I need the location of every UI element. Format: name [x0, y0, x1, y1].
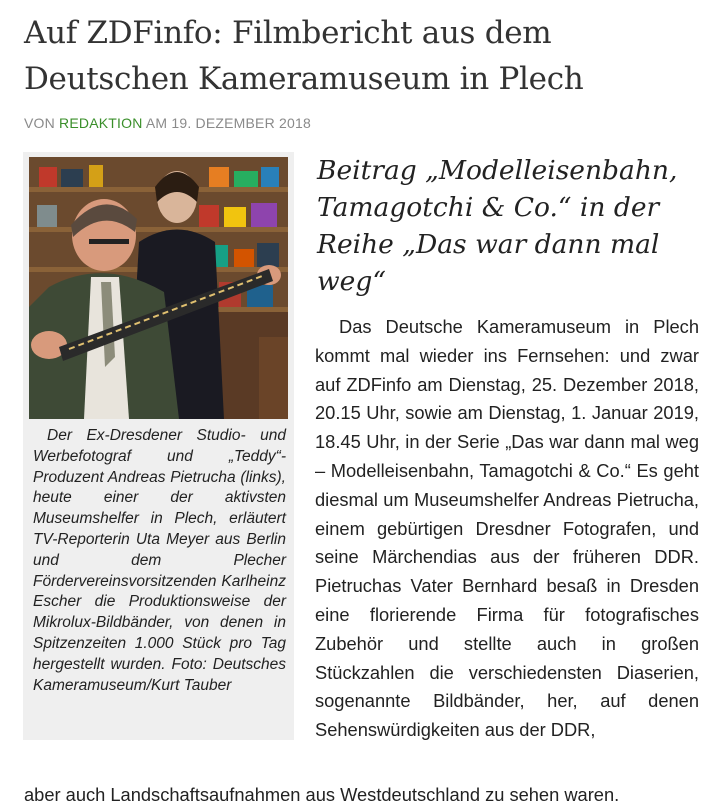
meta-date: 19. DEZEMBER 2018 [171, 115, 311, 131]
article-subheading: Beitrag „Modelleisenbahn, Tamagotchi & Co.“ in der Reihe „Das war dann mal weg“ [317, 155, 678, 297]
author-link[interactable]: REDAKTION [59, 115, 143, 131]
article-photo [29, 157, 288, 419]
article-body-continued: aber auch Landschaftsaufnahmen aus Westdeutschland zu sehen waren. [24, 784, 620, 805]
article-body: Das Deutsche Kameramuseum in Plech kommt mal wieder ins Fernsehen: und zwar auf ZDFinfo am Dienstag, 25. Dezember 2018, 20.15 Uhr, sowie am Dienstag, 1. Januar 2019, 18.45 Uhr, in der Serie „Das war dann mal weg – Modelleisenbahn, Tamagotchi & Co.“ Es geht diesmal um Museumshelfer Andreas Pietrucha, einem gebürtigen Dresdner Fotografen, und seine Märchendias aus der früheren DDR. Pietruchas Vater Bernhard besaß in Dresden eine florierende Firma für fotografisches Zubehör und stellte auch in großen Stückzahlen die verschiedensten Diaserien, sogenannte Bildbänder, her, auf denen Sehenswürdigkeiten aus der DDR, [315, 316, 699, 741]
article-meta [24, 115, 311, 131]
article-title: Auf ZDFinfo: Filmbericht aus dem Deutschen Kameramuseum in Plech [24, 15, 584, 97]
meta-date-prefix: AM [145, 115, 168, 131]
photo-illustration [29, 157, 288, 419]
meta-prefix: VON [24, 115, 55, 131]
article-figure [23, 152, 294, 740]
figure-caption: Der Ex-Dresdener Studio- und Werbefotograf und „Teddy“-Produzent Andreas Pietrucha (links), heute einer der aktivsten Museumshelfer in Plech, erläutert TV-Reporterin Uta Meyer aus Berlin und dem Plecher Fördervereinsvorsitzenden Karlheinz Escher die Produktionsweise der Mikrolux-Bildbänder, von denen in Spitzenzeiten 1.000 Stück pro Tag hergestellt wurden. Foto: Deutsches Kameramuseum/Kurt Tauber [33, 427, 286, 694]
